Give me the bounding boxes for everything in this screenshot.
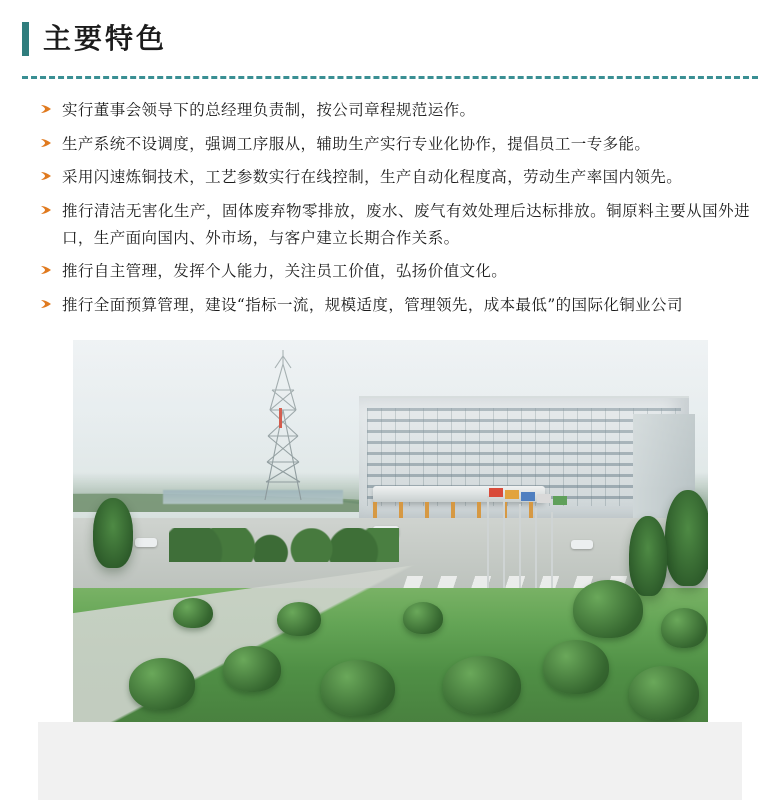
list-item-text: 推行清洁无害化生产，固体废弃物零排放，废水、废气有效处理后达标排放。铜原料主要从国外进口，生产面向国内、外市场，与客户建立长期合作关系。: [62, 201, 750, 247]
shrub: [403, 602, 443, 634]
shrub: [629, 666, 699, 720]
flag-pole: [535, 508, 537, 600]
flag: [505, 490, 519, 499]
page-title: 主要特色: [43, 22, 168, 55]
list-item: [40, 292, 750, 326]
tall-tree: [629, 516, 667, 596]
footer-strip: [38, 722, 742, 800]
list-item: [40, 164, 750, 198]
list-item-text: 采用闪速炼铜技术，工艺参数实行在线控制，生产自动化程度高，劳动生产率国内领先。: [62, 168, 683, 187]
hedge-row: [169, 528, 399, 562]
arrow-bullet-icon: [40, 203, 54, 217]
heading-accent-bar: [22, 22, 29, 56]
feature-list: [0, 97, 780, 326]
shrub: [573, 580, 643, 638]
shrub: [223, 646, 281, 692]
factory-office-building-photo: [73, 340, 708, 722]
photo-canvas: [73, 340, 708, 722]
list-item: [40, 198, 750, 258]
flag-pole: [551, 512, 553, 600]
list-item-text: 推行自主管理，发挥个人能力，关注员工价值，弘扬价值文化。: [62, 262, 508, 281]
arrow-bullet-icon: [40, 102, 54, 116]
list-item-text: 实行董事会领导下的总经理负责制，按公司章程规范运作。: [62, 101, 476, 119]
flag-pole: [487, 496, 489, 600]
shrub: [543, 640, 609, 694]
shrub: [661, 608, 707, 648]
parked-car: [571, 540, 593, 549]
distant-water: [163, 490, 343, 504]
flag: [537, 494, 551, 503]
shrub: [443, 656, 521, 714]
list-item: [40, 258, 750, 292]
list-item: [40, 97, 750, 131]
section-heading: [0, 0, 780, 70]
parked-car: [135, 538, 157, 547]
arrow-bullet-icon: [40, 263, 54, 277]
shrub: [173, 598, 213, 628]
flag: [553, 496, 567, 505]
lattice-tower-icon: [261, 350, 305, 518]
flag: [521, 492, 535, 501]
shrub: [321, 660, 395, 716]
flag-pole: [503, 500, 505, 600]
dashed-divider: [22, 76, 758, 79]
shrub: [277, 602, 321, 636]
list-item-text: 推行全面预算管理，建设“指标一流，规模适度，管理领先，成本最低”的国际化铜业公司: [62, 295, 683, 314]
shrub: [129, 658, 195, 710]
tall-tree: [665, 490, 708, 586]
flag: [489, 488, 503, 497]
tall-tree: [93, 498, 133, 568]
arrow-bullet-icon: [40, 169, 54, 183]
list-item-text: 生产系统不设调度，强调工序服从，辅助生产实行专业化协作，提倡员工一专多能。: [62, 134, 651, 153]
list-item: [40, 131, 750, 165]
arrow-bullet-icon: [40, 136, 54, 150]
arrow-bullet-icon: [40, 297, 54, 311]
flag-pole: [519, 504, 521, 600]
